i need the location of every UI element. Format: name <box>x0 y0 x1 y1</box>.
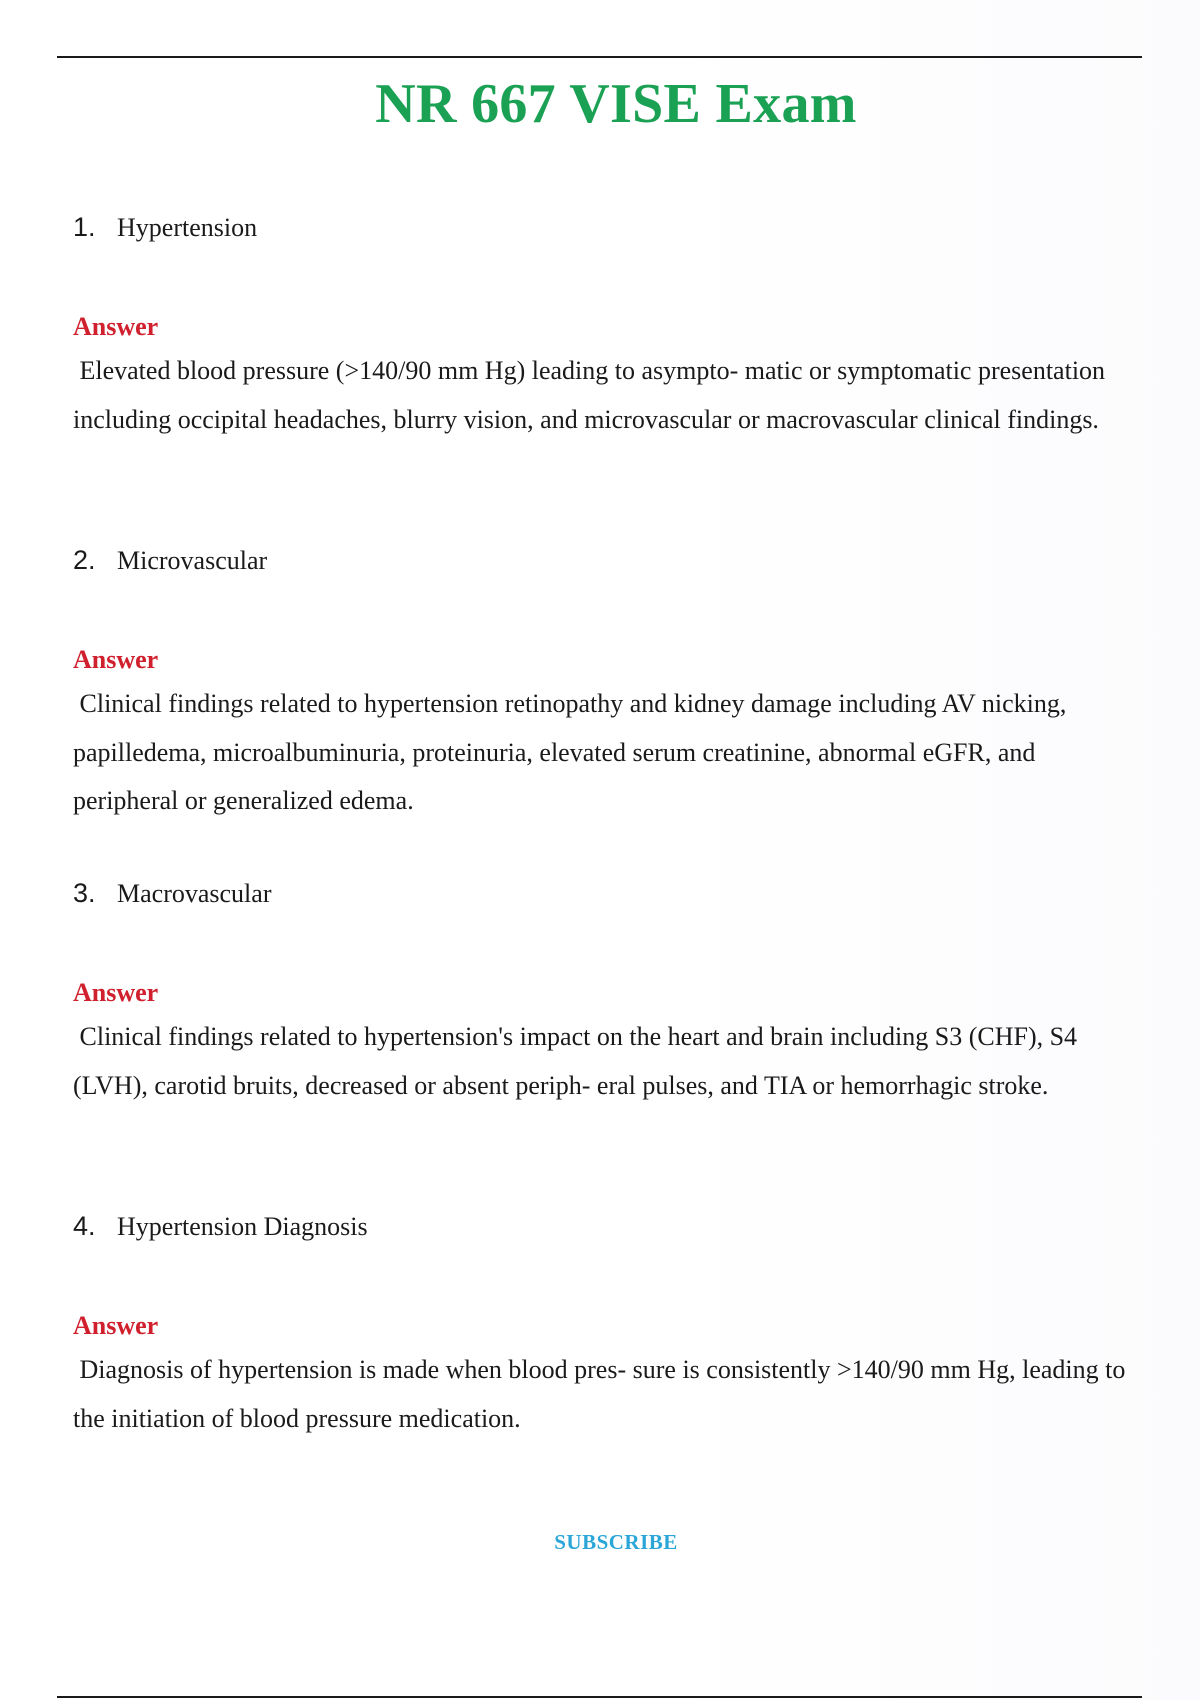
subscribe-link[interactable]: SUBSCRIBE <box>554 1530 678 1554</box>
document-title: NR 667 VISE Exam <box>375 73 857 135</box>
question-row <box>73 1211 1143 1251</box>
question-term: Hypertension <box>117 213 258 242</box>
bottom-divider <box>57 1696 1142 1698</box>
question-row <box>73 212 1143 252</box>
answer-text: Diagnosis of hypertension is made when blood pres- sure is consistently >140/90 mm Hg, leading to the initiation of blood pressure medication. <box>73 1355 1132 1433</box>
question-number: 3. <box>73 878 96 908</box>
answer-text: Clinical findings related to hypertension's impact on the heart and brain including S3 (CHF), S4 (LVH), carotid bruits, decreased or absent periph- eral pulses, and TIA or hemorrhagic stroke. <box>73 1022 1084 1100</box>
qa-item <box>73 1211 1143 1443</box>
answer-text: Clinical findings related to hypertension retinopathy and kidney damage including AV nicking, papilledema, microalbuminuria, proteinuria, elevated serum creatinine, abnormal eGFR, and peripheral or generalized edema. <box>73 689 1073 815</box>
question-term: Microvascular <box>117 546 268 575</box>
qa-item <box>73 545 1143 826</box>
question-row <box>73 878 1143 918</box>
top-divider <box>57 56 1142 58</box>
question-number: 2. <box>73 545 96 575</box>
question-row <box>73 545 1143 585</box>
question-term: Hypertension Diagnosis <box>117 1212 368 1241</box>
answer-text: Elevated blood pressure (>140/90 mm Hg) leading to asympto- matic or symptomatic presentation including occipital headaches, blurry vision, and microvascular or macrovascular clinical findings. <box>73 356 1112 434</box>
answer-label: Answer <box>73 978 159 1007</box>
question-term: Macrovascular <box>117 879 272 908</box>
question-number: 4. <box>73 1211 96 1241</box>
qa-item <box>73 212 1143 444</box>
answer-label: Answer <box>73 1311 159 1340</box>
qa-item <box>73 878 1143 1110</box>
question-number: 1. <box>73 212 96 242</box>
answer-label: Answer <box>73 312 159 341</box>
answer-label: Answer <box>73 645 159 674</box>
